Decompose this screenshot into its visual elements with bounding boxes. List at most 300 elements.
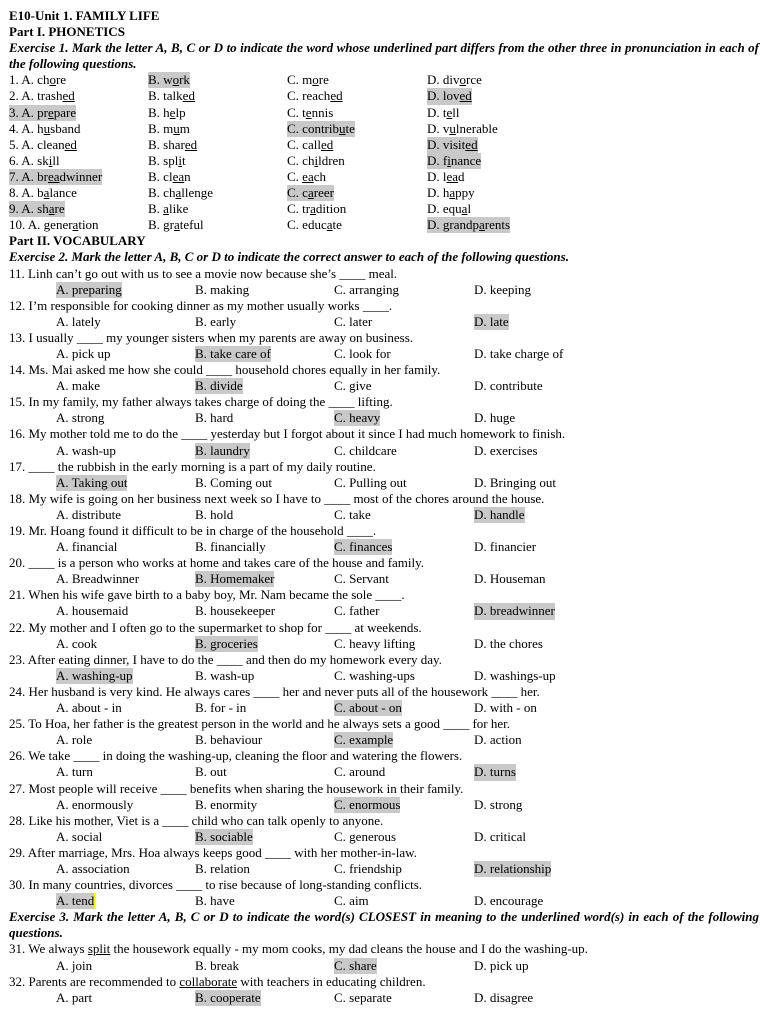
- option: [195, 893, 334, 909]
- phonetics-option: [9, 217, 148, 233]
- option: [474, 443, 634, 459]
- underlined-part: a: [163, 201, 169, 217]
- option: [334, 443, 474, 459]
- phonetics-option: [9, 201, 148, 217]
- question-text: 25. To Hoa, her father is the greatest person in the world and he always sets a good ____ for her.: [9, 716, 511, 732]
- phonetics-option: [287, 169, 427, 185]
- option: [474, 410, 634, 426]
- option-text: D. take charge of: [474, 345, 564, 361]
- option-text: 6. A. skill: [9, 152, 60, 168]
- option-text: B. financially: [195, 539, 266, 555]
- phonetics-option: [427, 201, 607, 217]
- phonetics-option: [427, 169, 607, 185]
- option: [56, 282, 195, 298]
- option: [474, 958, 634, 974]
- phonetics-option: [148, 105, 287, 121]
- option-text: C. Pulling out: [334, 474, 407, 490]
- question-text: 23. After eating dinner, I have to do the ____ and then do my homework every day.: [9, 651, 442, 667]
- option: [56, 603, 195, 619]
- answer-highlight: C. contribute: [287, 120, 355, 136]
- option: [56, 507, 195, 523]
- option-text: B. talked: [148, 88, 195, 104]
- underlined-part: e: [169, 104, 176, 120]
- unit-title: E10-Unit 1. FAMILY LIFE: [9, 8, 160, 23]
- underlined-part: u: [339, 120, 346, 136]
- answer-highlight: A. preparing: [56, 281, 122, 297]
- phonetics-option: [427, 137, 607, 153]
- phonetics-option: [287, 72, 427, 88]
- option-text: D. happy: [427, 185, 475, 201]
- option-text: A. lately: [56, 313, 101, 329]
- answer-highlight: B. groceries: [195, 635, 258, 651]
- option: [334, 958, 474, 974]
- option: [334, 378, 474, 394]
- answer-highlight: D. handle: [474, 506, 525, 522]
- question-text: 29. After marriage, Mrs. Hoa always keeps good ____ with her mother-in-law.: [9, 844, 417, 860]
- option-text: C. take: [334, 506, 371, 522]
- underlined-part: a: [307, 185, 314, 201]
- option: [334, 990, 474, 1006]
- option: [334, 829, 474, 845]
- phonetics-option: [287, 217, 427, 233]
- option: [474, 571, 634, 587]
- question-text: 11. Linh can’t go out with us to see a movie now because she’s ____ meal.: [9, 265, 398, 281]
- answer-highlight: B. divide: [195, 378, 243, 394]
- option-text: C. separate: [334, 989, 392, 1005]
- option: [195, 443, 334, 459]
- answer-options: [9, 990, 759, 1006]
- answer-highlight: 9. A. share: [9, 201, 65, 217]
- option: [334, 603, 474, 619]
- answer-options: [9, 603, 759, 619]
- option-text: A. housemaid: [56, 603, 129, 619]
- option-text: A. turn: [56, 764, 93, 780]
- answer-highlight: D. loved: [427, 88, 472, 104]
- answer-highlight: D. finance: [427, 152, 482, 168]
- option: [334, 764, 474, 780]
- option-text: D. keeping: [474, 281, 532, 297]
- answer-highlight: D. relationship: [474, 860, 552, 876]
- phonetics-row: [9, 201, 759, 217]
- option: [334, 797, 474, 813]
- underlined-part: i: [314, 152, 319, 168]
- option-text: B. housekeeper: [195, 603, 276, 619]
- option: [195, 958, 334, 974]
- option-text: 8. A. balance: [9, 185, 77, 201]
- option: [56, 314, 195, 330]
- option-text: 4. A. husband: [9, 120, 81, 136]
- phonetics-option: [287, 201, 427, 217]
- option-text: D. Houseman: [474, 571, 546, 587]
- underlined-part: e: [305, 104, 312, 120]
- underlined-part: a: [174, 217, 180, 233]
- option: [195, 539, 334, 555]
- option: [195, 571, 334, 587]
- question-text: 20. ____ is a person who works at home and takes care of the house and family.: [9, 555, 425, 571]
- option: [334, 314, 474, 330]
- option-text: B. Coming out: [195, 474, 272, 490]
- phonetics-option: [148, 169, 287, 185]
- option-text: B. alike: [148, 201, 189, 217]
- option-text: B. hard: [195, 410, 234, 426]
- phonetics-option: [148, 72, 287, 88]
- part2-title: Part II. VOCABULARY: [9, 233, 146, 249]
- option-text: D. washings-up: [474, 667, 556, 683]
- underlined-part: ed: [330, 88, 343, 104]
- underlined-part: a: [175, 185, 182, 201]
- phonetics-option: [427, 105, 607, 121]
- option-text: B. enormity: [195, 796, 258, 812]
- option: [56, 700, 195, 716]
- question-text: 32. Parents are recommended to collaborate with teachers in educating children.: [9, 973, 426, 989]
- phonetics-option: [287, 88, 427, 104]
- option-text: D. critical: [474, 828, 526, 844]
- option: [474, 990, 634, 1006]
- option: [56, 475, 195, 491]
- exercise2-questions: [9, 266, 759, 910]
- option: [474, 893, 634, 909]
- underlined-part: o: [312, 72, 319, 88]
- underlined-part: ed: [465, 136, 478, 152]
- phonetics-option: [148, 121, 287, 137]
- option: [474, 668, 634, 684]
- option: [334, 346, 474, 362]
- question-text: 22. My mother and I often go to the supermarket to shop for ____ at weekends.: [9, 619, 422, 635]
- option-text: 2. A. trashed: [9, 88, 75, 104]
- option: [334, 893, 474, 909]
- option-text: 5. A. cleaned: [9, 136, 77, 152]
- option: [56, 378, 195, 394]
- answer-options: [9, 346, 759, 362]
- option-text: A. about - in: [56, 700, 122, 716]
- answer-options: [9, 893, 759, 909]
- phonetics-option: [9, 105, 148, 121]
- option: [195, 829, 334, 845]
- question-text: 26. We take ____ in doing the washing-up, cleaning the floor and watering the flowers.: [9, 748, 463, 764]
- phonetics-option: [287, 153, 427, 169]
- option-text: D. exercises: [474, 442, 538, 458]
- underlined-part: ed: [320, 136, 334, 152]
- option: [474, 314, 634, 330]
- phonetics-row: [9, 217, 759, 233]
- question-text: 16. My mother told me to do the ____ yesterday but I forgot about it since I had much homework to finish.: [9, 426, 566, 442]
- option: [474, 539, 634, 555]
- option-text: C. around: [334, 764, 386, 780]
- underlined-part: u: [449, 120, 456, 136]
- option-text: C. reached: [287, 88, 343, 104]
- underlined-part: ea: [302, 168, 314, 184]
- phonetics-row: [9, 185, 759, 201]
- question-text: 21. When his wife gave birth to a baby boy, Mr. Nam became the sole ____.: [9, 587, 405, 603]
- option-text: B. split: [148, 152, 186, 168]
- answer-highlight: D. late: [474, 313, 509, 329]
- option: [474, 829, 634, 845]
- option: [56, 571, 195, 587]
- option: [474, 636, 634, 652]
- option: [56, 346, 195, 362]
- question-text: 14. Ms. Mai asked me how she could ____ household chores equally in her family.: [9, 362, 441, 378]
- option: [474, 861, 634, 877]
- option: [195, 314, 334, 330]
- option: [56, 732, 195, 748]
- phonetics-row: [9, 105, 759, 121]
- answer-options: [9, 797, 759, 813]
- option-text: C. arranging: [334, 281, 399, 297]
- option: [334, 282, 474, 298]
- option-text: A. distribute: [56, 506, 121, 522]
- exercise1-instruction: Exercise 1. Mark the letter A, B, C or D to indicate the word whose underlined part differs from the other three in pronunciation in each of the following questions.: [9, 40, 759, 72]
- answer-options: [9, 378, 759, 394]
- phonetics-row: [9, 88, 759, 104]
- option: [195, 764, 334, 780]
- option-text: B. wash-up: [195, 667, 255, 683]
- underlined-part: i: [48, 152, 53, 168]
- option: [56, 958, 195, 974]
- answer-highlight: A. washing-up: [56, 667, 133, 683]
- question-text: 24. Her husband is very kind. He always cares ____ her and never puts all of the housework ____ her.: [9, 683, 540, 699]
- phonetics-option: [9, 185, 148, 201]
- answer-highlight: D. breadwinner: [474, 603, 555, 619]
- option-text: D. lead: [427, 168, 465, 184]
- question-text: 27. Most people will receive ____ benefits when sharing the housework in their family.: [9, 780, 464, 796]
- underlined-part: a: [43, 185, 50, 201]
- option: [334, 732, 474, 748]
- answer-highlight: B. work: [148, 72, 190, 88]
- answer-highlight: C. heavy: [334, 410, 381, 426]
- option-text: A. financial: [56, 539, 118, 555]
- answer-highlight: C. about - on: [334, 700, 402, 716]
- underlined-part: ed: [64, 136, 77, 152]
- option-text: B. hold: [195, 506, 234, 522]
- option-text: A. part: [56, 989, 93, 1005]
- option: [474, 700, 634, 716]
- option: [334, 475, 474, 491]
- option: [195, 732, 334, 748]
- option: [56, 764, 195, 780]
- answer-options: [9, 668, 759, 684]
- option-text: C. children: [287, 152, 345, 168]
- option: [334, 571, 474, 587]
- option-text: D. tell: [427, 104, 460, 120]
- answer-highlight: C. career: [287, 185, 334, 201]
- phonetics-option: [9, 88, 148, 104]
- option-text: B. early: [195, 313, 237, 329]
- underlined-part: a: [479, 217, 485, 233]
- phonetics-option: [427, 153, 607, 169]
- option: [195, 797, 334, 813]
- option-text: C. aim: [334, 893, 369, 909]
- option: [195, 507, 334, 523]
- phonetics-option: [287, 185, 427, 201]
- option-text: B. break: [195, 957, 240, 973]
- phonetics-option: [287, 105, 427, 121]
- option: [334, 861, 474, 877]
- answer-highlight: C. example: [334, 732, 394, 748]
- option-text: C. look for: [334, 345, 391, 361]
- answer-options: [9, 700, 759, 716]
- option: [56, 636, 195, 652]
- option-text: A. pick up: [56, 345, 111, 361]
- option-text: D. disagree: [474, 989, 534, 1005]
- option: [56, 443, 195, 459]
- answer-options: [9, 861, 759, 877]
- option-text: A. association: [56, 860, 130, 876]
- option-text: D. equal: [427, 201, 472, 217]
- phonetics-option: [427, 72, 607, 88]
- option: [334, 539, 474, 555]
- option-text: A. wash-up: [56, 442, 116, 458]
- option: [334, 700, 474, 716]
- underlined-part: a: [48, 201, 55, 217]
- option: [195, 668, 334, 684]
- option-text: B. relation: [195, 860, 250, 876]
- phonetics-option: [427, 88, 607, 104]
- answer-highlight: C. finances: [334, 539, 393, 555]
- question-text: 31. We always split the housework equally - my mom cooks, my dad cleans the house and I do the washing-up.: [9, 941, 588, 957]
- exercise3-questions: [9, 941, 759, 1005]
- answer-highlight: C. share: [334, 957, 377, 973]
- underlined-part: a: [326, 217, 333, 233]
- option-text: A. make: [56, 378, 101, 394]
- underlined-part: o: [49, 72, 56, 88]
- option-text: C. Servant: [334, 571, 389, 587]
- option: [195, 700, 334, 716]
- underlined-part: i: [178, 152, 182, 168]
- option: [474, 732, 634, 748]
- option-text: D. action: [474, 732, 522, 748]
- option: [195, 475, 334, 491]
- option: [474, 797, 634, 813]
- underlined-part: ed: [182, 88, 195, 104]
- answer-options: [9, 475, 759, 491]
- underlined-part: ed: [184, 136, 198, 152]
- option-text: C. heavy lifting: [334, 635, 416, 651]
- underlined-part: e: [48, 104, 54, 120]
- option-text: C. more: [287, 72, 329, 88]
- underlined-part: ed: [459, 88, 472, 104]
- option-text: D. divorce: [427, 72, 482, 88]
- option: [474, 475, 634, 491]
- option: [334, 410, 474, 426]
- option-text: D. encourage: [474, 893, 544, 909]
- option: [334, 668, 474, 684]
- option-text: C. called: [287, 136, 334, 152]
- worksheet: [9, 8, 759, 1006]
- answer-highlight: D. turns: [474, 764, 516, 780]
- phonetics-option: [287, 137, 427, 153]
- question-text: 13. I usually ____ my younger sisters when my parents are away on business.: [9, 329, 414, 345]
- option: [474, 346, 634, 362]
- option-text: C. educate: [287, 217, 342, 233]
- option-text: A. social: [56, 828, 103, 844]
- question-text: 18. My wife is going on her business next week so I have to ____ most of the chores around the house.: [9, 490, 545, 506]
- underlined-word: split: [87, 941, 111, 957]
- option-text: B. mum: [148, 120, 190, 136]
- underlined-part: ed: [62, 88, 75, 104]
- underlined-part: i: [447, 152, 451, 168]
- option-text: D. the chores: [474, 635, 543, 651]
- option-text: C. childcare: [334, 442, 397, 458]
- answer-options: [9, 410, 759, 426]
- option: [474, 507, 634, 523]
- option-text: B. for - in: [195, 700, 247, 716]
- answer-options: [9, 571, 759, 587]
- option-text: C. father: [334, 603, 380, 619]
- underlined-part: u: [43, 120, 51, 136]
- underlined-part: ea: [172, 168, 185, 184]
- phonetics-option: [427, 185, 607, 201]
- option-text: C. generous: [334, 828, 397, 844]
- underlined-word: collaborate: [179, 973, 238, 989]
- option-text: B. clean: [148, 168, 191, 184]
- phonetics-option: [9, 137, 148, 153]
- underlined-part: e: [446, 104, 453, 120]
- phonetics-row: [9, 153, 759, 169]
- option-text: 1. A. chore: [9, 72, 67, 88]
- phonetics-row: [9, 137, 759, 153]
- part1-title: Part I. PHONETICS: [9, 24, 125, 40]
- question-text: 28. Like his mother, Viet is a ____ child who can talk openly to anyone.: [9, 812, 384, 828]
- option: [195, 282, 334, 298]
- option: [195, 636, 334, 652]
- underlined-part: u: [173, 120, 180, 136]
- underlined-part: a: [449, 185, 456, 201]
- phonetics-option: [9, 153, 148, 169]
- exercise2-instruction: Exercise 2. Mark the letter A, B, C or D to indicate the correct answer to each of the following questions.: [9, 249, 569, 265]
- option-text: D. pick up: [474, 957, 529, 973]
- answer-highlight: D. grandparents: [427, 217, 511, 233]
- answer-highlight: A. Taking out: [56, 474, 128, 490]
- answer-options: [9, 282, 759, 298]
- underlined-part: ea: [446, 168, 459, 184]
- underlined-part: o: [459, 72, 466, 88]
- option: [195, 990, 334, 1006]
- option-text: B. behaviour: [195, 732, 263, 748]
- option-text: 10. A. generation: [9, 217, 99, 233]
- option: [56, 410, 195, 426]
- phonetics-option: [287, 121, 427, 137]
- answer-highlight: 3. A. prepare: [9, 104, 77, 120]
- question-text: 19. Mr. Hoang found it difficult to be in charge of the household ____.: [9, 523, 377, 538]
- option: [56, 797, 195, 813]
- underlined-part: a: [72, 217, 79, 233]
- underlined-part: a: [310, 201, 316, 217]
- option: [334, 507, 474, 523]
- phonetics-option: [9, 169, 148, 185]
- option: [334, 636, 474, 652]
- option: [195, 603, 334, 619]
- option-text: A. cook: [56, 635, 98, 651]
- underlined-part: ea: [48, 168, 60, 184]
- exercise1-rows: [9, 72, 759, 233]
- option-text: B. making: [195, 281, 250, 297]
- question-text: 17. ____ the rubbish in the early morning is a part of my daily routine.: [9, 458, 376, 474]
- option-text: D. Bringing out: [474, 474, 556, 490]
- answer-options: [9, 636, 759, 652]
- option-text: D. contribute: [474, 378, 543, 394]
- option: [56, 829, 195, 845]
- question-text: 30. In many countries, divorces ____ to rise because of long-standing conflicts.: [9, 877, 423, 893]
- answer-highlight: 7. A. breadwinner: [9, 168, 103, 184]
- option-text: C. give: [334, 378, 372, 394]
- option: [195, 346, 334, 362]
- answer-options: [9, 958, 759, 974]
- option: [56, 668, 195, 684]
- option: [56, 539, 195, 555]
- phonetics-option: [9, 72, 148, 88]
- exercise3-instruction: Exercise 3. Mark the letter A, B, C or D to indicate the word(s) CLOSEST in meaning to the underlined word(s) in each of the following questions.: [9, 909, 759, 941]
- option-text: B. out: [195, 764, 227, 780]
